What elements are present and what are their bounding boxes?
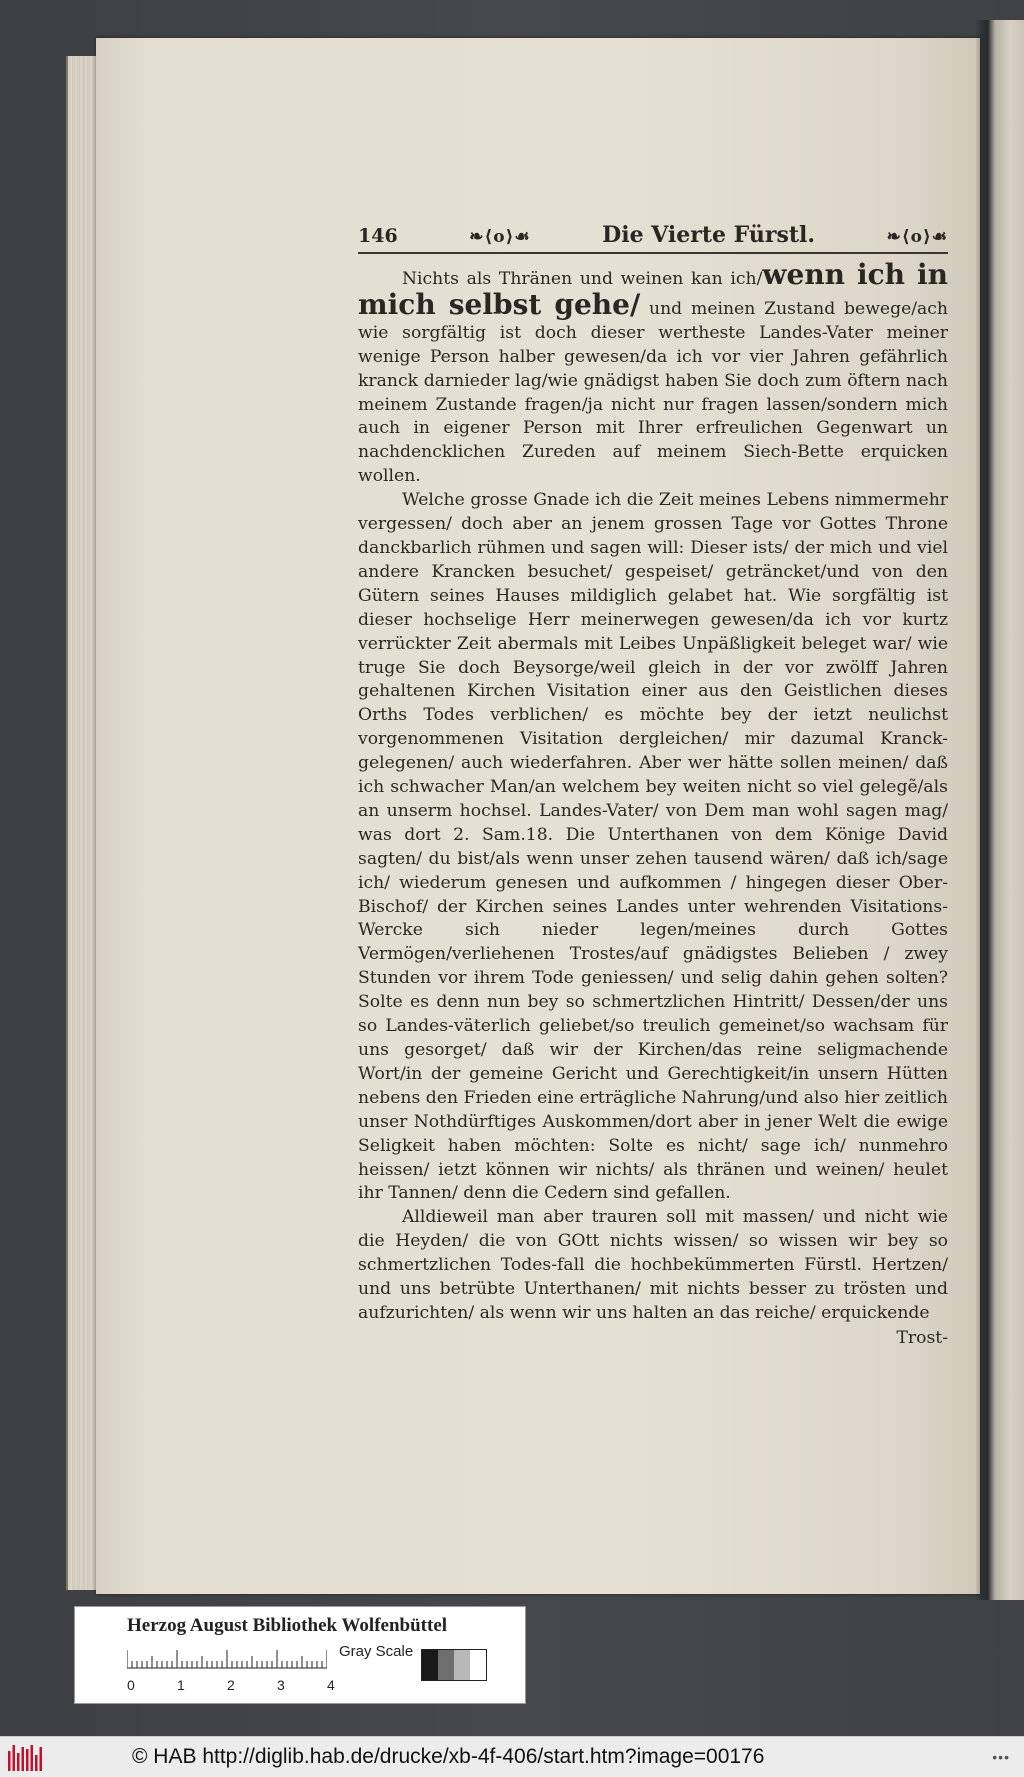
paragraph-3: Alldieweil man aber trauren soll mit massen/ und nicht wie die Heyden/ die von GOtt nichts wissen/ so wissen wir bey so schmertzlichen Todes-fall die hochbekümmerten Fürstl. Hertzen/ und uns betrübte Unterthanen/ mit nichts besser zu trösten und aufzurichten/ als wenn wir uns halten an das reiche/ erquickende [358,1207,948,1323]
running-title: Die Vierte Fürstl. [602,222,816,248]
logo-bar [17,1753,20,1771]
ruler-number: 2 [227,1677,235,1693]
grayscale-swatch [470,1650,486,1680]
hab-logo-icon [6,1743,46,1771]
logo-bar [31,1745,34,1771]
grayscale-swatches [421,1649,487,1681]
grayscale-swatch [438,1650,454,1680]
paragraph-1-emphasis: wenn ich in mich selbst gehe/ [358,258,948,321]
logo-bar [13,1745,16,1771]
logo-bar [40,1747,43,1771]
more-options-icon[interactable]: ••• [992,1749,1010,1765]
paragraph-1-rest: und meinen Zustand bewege/ach wie sorgfältig ist doch dieser wertheste Landes-Vater meiner wenige Person halber gewesen/da ich vor vier Jahren gefährlich kranck darnieder lag/wie gnädigst haben Sie doch zum öftern nach meinem Zustande fragen/ja nicht nur fragen lassen/sondern mich auch in eigener Person mit Ihrer erfreulichen Gegenwart un nachdencklichen Zureden auf meinem Siech-Bette erquicken wollen. [358,298,948,487]
logo-bar [26,1749,29,1771]
ruler-number: 0 [127,1677,135,1693]
ruler-scale [127,1649,327,1669]
status-bar [0,1736,1024,1777]
running-header [358,222,948,254]
facing-page-edge [988,20,1024,1600]
grayscale-label: Gray Scale [339,1643,414,1660]
ruler-number: 1 [177,1677,185,1693]
grayscale-swatch [454,1650,470,1680]
ruler-number: 3 [277,1677,285,1693]
logo-bar [35,1755,38,1771]
page-number: 146 [358,225,398,247]
ornament-left: ❧⟨o⟩☙ [469,227,531,247]
page-text-block [358,222,948,1350]
logo-bar [22,1747,25,1771]
ruler-number: 4 [327,1677,335,1693]
color-scale-card [74,1606,526,1704]
grayscale-swatch [422,1650,438,1680]
logo-bar [8,1751,11,1771]
paragraph-1 [358,258,948,489]
catchword: Trost- [896,1327,948,1348]
institution-name: Herzog August Bibliothek Wolfenbüttel [127,1615,448,1636]
paragraph-2: Welche grosse Gnade ich die Zeit meines Lebens nimmermehr vergessen/ doch aber an jenem grossen Tage vor Gottes Throne danckbarlich rühmen und sagen will: Dieser ists/ der mich und viel andere Krancken besuchet/ gespeiset/ geträncket/und von den Gütern seines Hauses mildiglich gelabet hat. Wie sorgfältig ist dieser hochselige Herr meinerwegen gewesen/da ich vor kurtz verrückter Zeit abermals mit Leibes Unpäßligkeit beleget war/ wie truge Sie doch Beysorge/weil gleich in der vor zwölff Jahren gehaltenen Kirchen Visitation einer aus den Geistlichen dieses Orths Todes verblichen/ es möchte bey der ietzt neulichst vorgenommenen Visitation dergleichen/ mir dazumal Kranck-gelegenen/ auch wiederfahren. Aber wer hätte sollen meinen/ daß ich schwacher Man/an welchem bey weiten nicht so viel gelegẽ/als an unserm hochsel. Landes-Vater/ von Dem man wohl sagen mag/ was dort 2. Sam.18. Die Unterthanen von dem Könige David sagten/ du bist/als wenn unser zehen tausend wären/ daß ich/sage ich/ wiederum genesen und aufkommen / hingegen dieser Ober-Bischof/ der Kirchen seines Landes unter wehrenden Visitations-Wercke sich nieder legen/meines durch Gottes Vermögen/verliehenen Trostes/auf gnädigstes Belieben / zwey Stunden vor ihrem Tode geniessen/ und selig dahin gehen solten? Solte es denn nun bey so schmertzlichen Hintritt/ Dessen/der uns so Landes-väterlich geliebet/so treulich gemeinet/so wachsam für uns gesorget/ daß wir der Kirchen/das reine seligmachende Wort/in der gemeine Gericht und Gerechtigkeit/in unsern Hütten nebens den Frieden eine erträgliche Nahrung/und also hier zeitlich unser Nothdürftiges Auskommen/dort aber in jener Welt die ewige Seligkeit haben möchten: Solte es nicht/ sage ich/ nunmehro heissen/ ietzt können wir nichts/ als thränen und weinen/ heulet ihr Tannen/ denn die Cedern sind gefallen. [358,490,948,1204]
copyright-url-text[interactable]: © HAB http://diglib.hab.de/drucke/xb-4f-406/start.htm?image=00176 [132,1745,765,1768]
ornament-right: ❧⟨o⟩☙ [886,227,948,247]
paragraph-1-lead: Nichts als Thränen und weinen kan ich/ [402,269,763,289]
